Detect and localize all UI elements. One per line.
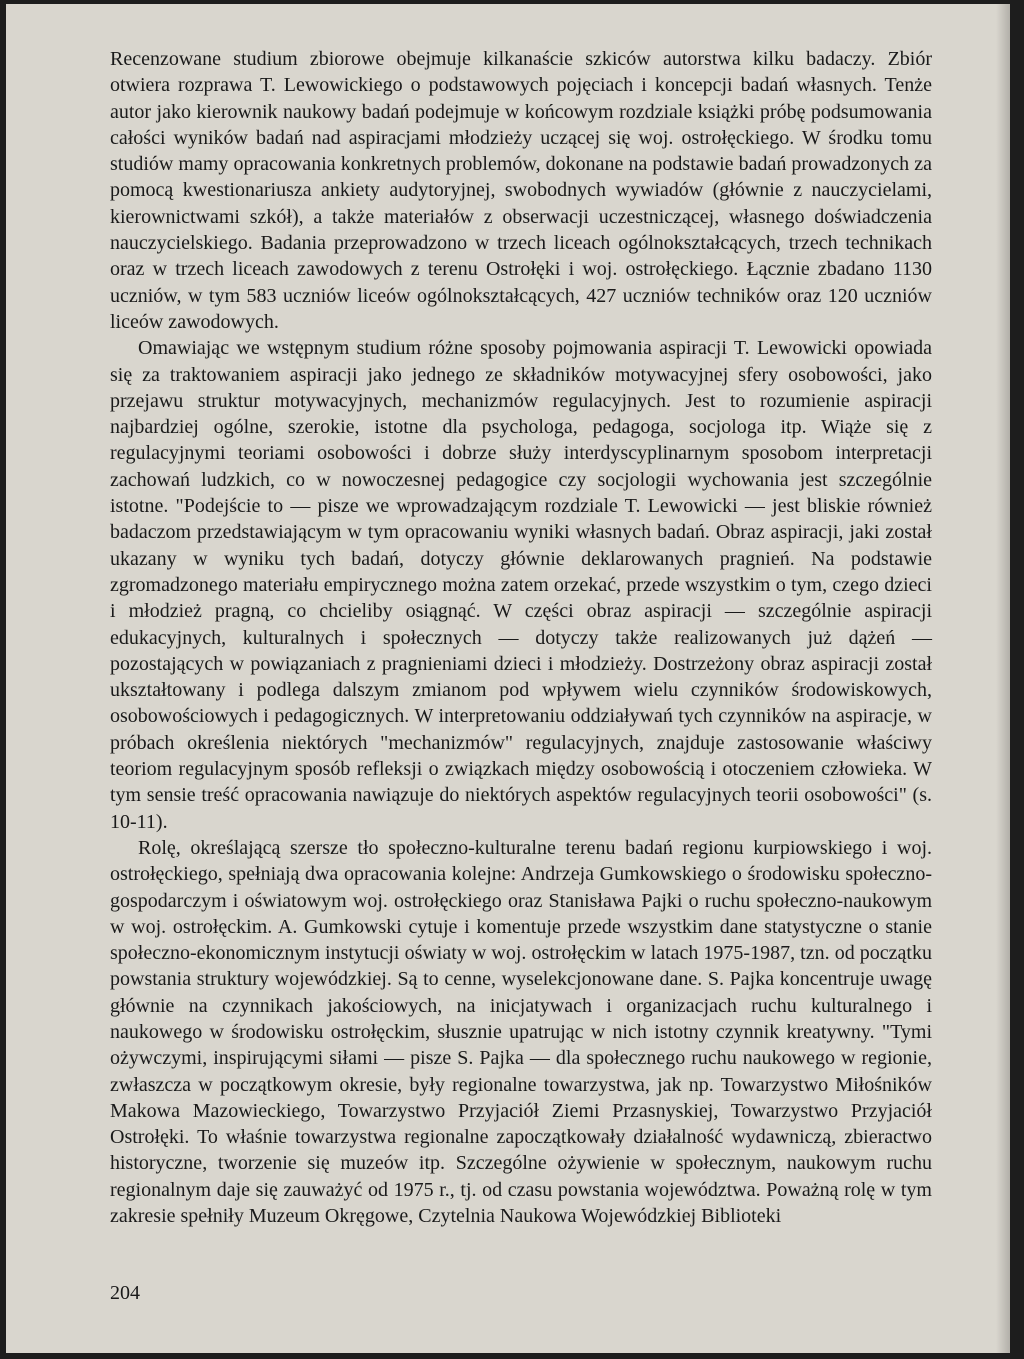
paragraph-2: Omawiając we wstępnym studium różne sposoby pojmowania aspiracji T. Lewowicki opowiada się za traktowaniem aspiracji jako jednego ze składników motywacyjnej sfery osobowości, jako przejawu struktur motywacyjnych, mechanizmów regulacyjnych. Jest to rozumienie aspiracji najbardziej ogólne, szerokie, istotne dla psychologa, pedagoga, socjologa itp. Wiąże się z regulacyjnymi teoriami osobowości i dobrze służy interdyscyplinarnym sposobom interpretacji zachowań ludzkich, co w nowoczesnej pedagogice czy socjologii wychowania jest szczególnie istotne. "Podejście to — pisze we wprowadzającym rozdziale T. Lewowicki — jest bliskie również badaczom przedstawiającym w tym opracowaniu wyniki własnych badań. Obraz aspiracji, jaki został ukazany w wyniku tych badań, dotyczy głównie deklarowanych pragnień. Na podstawie zgromadzonego materiału empirycznego można zatem orzekać, przede wszystkim o tym, czego dzieci i młodzież pragną, co chcieliby osiągnąć. W części obraz aspiracji — szczególnie aspiracji edukacyjnych, kulturalnych i społecznych — dotyczy także realizowanych już dążeń — pozostających w powiązaniach z pragnieniami dzieci i młodzieży. Dostrzeżony obraz aspiracji został ukształtowany i podlega dalszym zmianom pod wpływem wielu czynników środowiskowych, osobowościowych i pedagogicznych. W interpretowaniu oddziaływań tych czynników na aspiracje, w próbach określenia niektórych "mechanizmów" regulacyjnych, znajduje zastosowanie właściwy teoriom regulacyjnym sposób refleksji o związkach między osobowością i otoczeniem człowieka. W tym sensie treść opracowania nawiązuje do niektórych aspektów regulacyjnych teorii osobowości" (s. 10-11). [110, 337, 932, 833]
body-text [110, 46, 932, 1229]
page-number: 204 [110, 1282, 140, 1304]
paragraph-1: Recenzowane studium zbiorowe obejmuje kilkanaście szkiców autorstwa kilku badaczy. Zbiór otwiera rozprawa T. Lewowickiego o podstawowych pojęciach i koncepcji badań własnych. Tenże autor jako kierownik naukowy badań podejmuje w końcowym rozdziale książki próbę podsumowania całości wyników badań nad aspiracjami młodzieży uczącej się woj. ostrołęckiego. W środku tomu studiów mamy opracowania konkretnych problemów, dokonane na podstawie badań prowadzonych za pomocą kwestionariusza ankiety audytoryjnej, swobodnych wywiadów (głównie z nauczycielami, kierownictwami szkół), a także materiałów z obserwacji uczestniczącej, własnego doświadczenia nauczycielskiego. Badania przeprowadzono w trzech liceach ogólnokształcących, trzech technikach oraz w trzech liceach zawodowych z terenu Ostrołęki i woj. ostrołęckiego. Łącznie zbadano 1130 uczniów, w tym 583 uczniów liceów ogólnokształcących, 427 uczniów techników oraz 120 uczniów liceów zawodowych. [110, 48, 932, 333]
paragraph-3: Rolę, określającą szersze tło społeczno-kulturalne terenu badań regionu kurpiowskiego i woj. ostrołęckiego, spełniają dwa opracowania kolejne: Andrzeja Gumkowskiego o środowisku społeczno-gospodarczym i oświatowym woj. ostrołęckiego oraz Stanisława Pajki o ruchu społeczno-naukowym w woj. ostrołęckim. A. Gumkowski cytuje i komentuje przede wszystkim dane statystyczne o stanie społeczno-ekonomicznym instytucji oświaty w woj. ostrołęckim w latach 1975-1987, tzn. od początku powstania struktury wojewódzkiej. Są to cenne, wyselekcjonowane dane. S. Pajka koncentruje uwagę głównie na czynnikach jakościowych, na inicjatywach i organizacjach ruchu kulturalnego i naukowego w środowisku ostrołęckim, słusznie upatrując w nich istotny czynnik kreatywny. "Tymi ożywczymi, inspirującymi siłami — pisze S. Pajka — dla społecznego ruchu naukowego w regionie, zwłaszcza w początkowym okresie, były regionalne towarzystwa, jak np. Towarzystwo Miłośników Makowa Mazowieckiego, Towarzystwo Przyjaciół Ziemi Przasnyskiej, Towarzystwo Przyjaciół Ostrołęki. To właśnie towarzystwa regionalne zapoczątkowały działalność wydawniczą, zbieractwo historyczne, tworzenie się muzeów itp. Szczególne ożywienie w społecznym, naukowym ruchu regionalnym daje się zauważyć od 1975 r., tj. od czasu powstania województwa. Poważną rolę w tym zakresie spełniły Muzeum Okręgowe, Czytelnia Naukowa Wojewódzkiej Biblioteki [110, 836, 932, 1228]
book-page [6, 4, 1010, 1353]
